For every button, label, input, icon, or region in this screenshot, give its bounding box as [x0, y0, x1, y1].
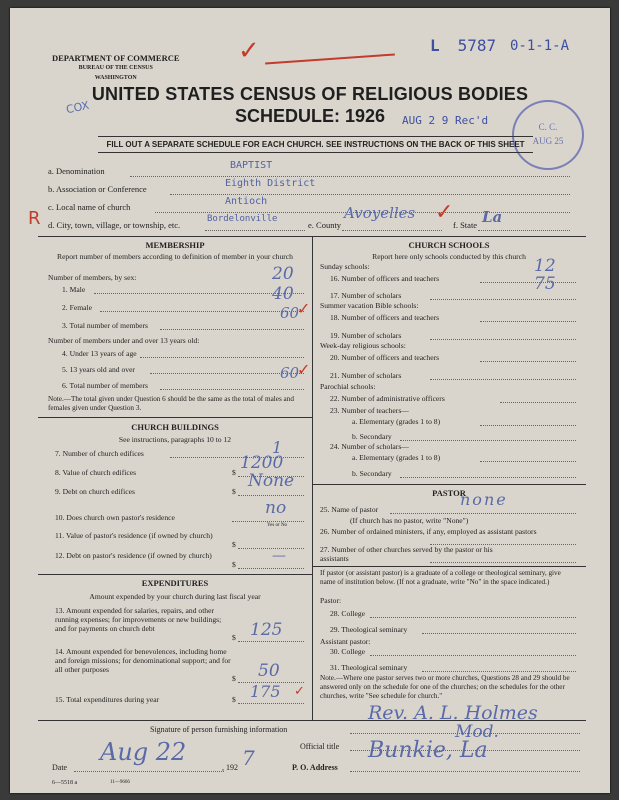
- summer-label: Summer vacation Bible schools:: [320, 301, 419, 310]
- local-name-value[interactable]: Antioch: [225, 196, 268, 207]
- q13-value[interactable]: 125: [250, 620, 283, 640]
- red-r-mark: R: [28, 208, 41, 229]
- denomination-line: [130, 176, 570, 177]
- q23b-line: [400, 440, 576, 441]
- q30-label: 30. College: [330, 647, 366, 656]
- seal-line-2: AUG 25: [532, 136, 564, 146]
- q16-value[interactable]: 12: [534, 256, 556, 276]
- q25-line: [390, 513, 576, 514]
- cox-stamp: COX: [64, 98, 91, 117]
- membership-by-sex-label: Number of members, by sex:: [48, 273, 137, 282]
- q17-label: 17. Number of scholars: [330, 291, 402, 300]
- association-value[interactable]: Eighth District: [225, 178, 316, 189]
- city-line: [205, 230, 305, 231]
- year-digit[interactable]: 7: [242, 746, 255, 770]
- q3-label: 3. Total number of members: [62, 321, 149, 330]
- schools-intro: Report here only schools conducted by this church: [372, 252, 526, 261]
- schedule-title: SCHEDULE: 1926: [234, 106, 386, 126]
- q2-line: [100, 311, 304, 312]
- q8-value[interactable]: 1200: [240, 453, 284, 473]
- form-number-secondary: 11—9666: [110, 780, 130, 785]
- membership-intro: Report number of members according to definition of member in your church: [57, 252, 293, 261]
- county-label: e. County: [308, 220, 342, 230]
- q23-label: 23. Number of teachers—: [330, 406, 409, 415]
- q29-label: 29. Theological seminary: [330, 625, 408, 634]
- weekday-label: Week-day religious schools:: [320, 341, 406, 350]
- q6-check-mark: ✓: [297, 360, 311, 379]
- q22-line: [500, 402, 576, 403]
- q7-value[interactable]: 1: [272, 438, 283, 457]
- q20-label: 20. Number of officers and teachers: [330, 353, 440, 362]
- q31-line: [422, 671, 576, 672]
- stamp-number: [430, 36, 496, 55]
- stamp-prefix: L: [430, 36, 440, 55]
- q28-label: 28. College: [330, 609, 366, 618]
- state-value[interactable]: La: [482, 208, 503, 226]
- q19-line: [430, 339, 576, 340]
- q3-check-mark: ✓: [297, 299, 311, 318]
- q28-line: [370, 617, 576, 618]
- q7-label: 7. Number of church edifices: [55, 449, 144, 458]
- red-strike-line: [265, 53, 395, 64]
- q16-line: [480, 282, 576, 283]
- q24b-label: b. Secondary: [352, 469, 392, 478]
- city-label: d. City, town, village, or township, etc.: [48, 220, 181, 230]
- sunday-label: Sunday schools:: [320, 262, 370, 271]
- membership-note: Note.—The total given under Question 6 should be the same as the total of males and females given under Question 3.: [48, 395, 294, 412]
- q23a-line: [480, 425, 576, 426]
- date-line: [74, 771, 224, 772]
- q24a-line: [480, 461, 576, 462]
- county-line: [342, 230, 442, 231]
- q17-line: [430, 299, 576, 300]
- q12-line: [238, 568, 304, 569]
- buildings-bottom-line: [38, 574, 312, 575]
- q25-note: (If church has no pastor, write "None"): [350, 516, 469, 525]
- q25-label: 25. Name of pastor: [320, 505, 379, 514]
- po-address-label: P. O. Address: [292, 763, 338, 772]
- po-address-value[interactable]: Bunkie, La: [368, 738, 488, 763]
- assistant-pastor-label: Assistant pastor:: [320, 637, 371, 646]
- q15-dollar: $: [232, 695, 236, 704]
- q9-value[interactable]: None: [248, 471, 295, 491]
- q3-value[interactable]: 60: [280, 304, 300, 322]
- department-heading: [52, 53, 180, 83]
- state-label: f. State: [453, 220, 478, 230]
- q31-label: 31. Theological seminary: [330, 663, 408, 672]
- form-number: 6—5518 a: [52, 780, 78, 786]
- q17-value[interactable]: 75: [534, 274, 556, 294]
- q10-label: 10. Does church own pastor's residence: [55, 513, 175, 522]
- q10-value[interactable]: no: [265, 498, 287, 518]
- q2-value[interactable]: 40: [272, 284, 294, 304]
- association-line: [170, 194, 570, 195]
- age-intro-label: Number of members under and over 13 years old:: [48, 336, 200, 345]
- official-title-label: Official title: [300, 742, 340, 751]
- membership-bottom-line: [38, 417, 312, 418]
- signature-value[interactable]: Rev. A. L. Holmes: [368, 702, 538, 724]
- pastor-title: PASTOR: [432, 488, 466, 498]
- q12-label: 12. Debt on pastor's residence (if owned by church): [55, 551, 212, 560]
- yes-no-hint: Yes or No: [267, 523, 288, 528]
- red-check-mark: ✓: [238, 36, 260, 66]
- receipt-seal: [512, 100, 584, 170]
- stamp-number-text: 5787: [457, 36, 497, 55]
- q4-line: [140, 357, 304, 358]
- q6-line: [160, 389, 304, 390]
- q9-label: 9. Debt on church edifices: [55, 487, 135, 496]
- county-value[interactable]: Avoyelles: [344, 204, 416, 222]
- grid-center-divider: [312, 236, 313, 720]
- q20-line: [480, 361, 576, 362]
- q26-label: 26. Number of ordained ministers, if any, employed as assistant pastors: [320, 527, 537, 536]
- bureau-name: BUREAU OF THE CENSUS: [78, 65, 153, 71]
- year-prefix: , 192: [222, 763, 238, 772]
- parochial-label: Parochial schools:: [320, 382, 376, 391]
- signature-label: Signature of person furnishing information: [150, 725, 288, 734]
- q3-line: [160, 329, 304, 330]
- city-value[interactable]: Bordelonville: [207, 214, 278, 224]
- denomination-label: a. Denomination: [48, 166, 105, 176]
- q15-line: [238, 703, 304, 704]
- q19-label: 19. Number of scholars: [330, 331, 402, 340]
- expenditures-title: EXPENDITURES: [141, 578, 209, 588]
- q14-dollar: $: [232, 674, 236, 683]
- q4-label: 4. Under 13 years of age: [62, 349, 137, 358]
- q6-value[interactable]: 60: [280, 364, 300, 382]
- q5-label: 5. 13 years old and over: [62, 365, 135, 374]
- bureau-city: WASHINGTON: [94, 75, 137, 81]
- pastor-label: Pastor:: [320, 596, 342, 605]
- q18-label: 18. Number of officers and teachers: [330, 313, 440, 322]
- q24a-label: a. Elementary (grades 1 to 8): [352, 453, 441, 462]
- local-name-label: c. Local name of church: [48, 202, 131, 212]
- q30-line: [370, 655, 576, 656]
- q22-label: 22. Number of administrative officers: [330, 394, 445, 403]
- q12-dollar: $: [232, 560, 236, 569]
- pastor-divider-line: [312, 566, 586, 567]
- pastor-note: Note.—Where one pastor serves two or more churches, Questions 28 and 29 should be answered only on the schedule for one of the churches; on the schedules for the other churches, write "See schedule for church.": [320, 674, 570, 700]
- schools-bottom-line: [312, 484, 586, 485]
- q27-line: [430, 562, 576, 563]
- q12-value[interactable]: —: [272, 548, 286, 564]
- buildings-intro: See instructions, paragraphs 10 to 12: [118, 435, 232, 444]
- q24-label: 24. Number of scholars—: [330, 442, 409, 451]
- q13-line: [238, 641, 304, 642]
- q9-dollar: $: [232, 487, 236, 496]
- received-stamp: AUG 2 9 Rec'd: [402, 114, 489, 127]
- q11-label: 11. Value of pastor's residence (if owned by church): [55, 531, 213, 540]
- form-title: UNITED STATES CENSUS OF RELIGIOUS BODIES: [91, 84, 529, 104]
- q11-dollar: $: [232, 540, 236, 549]
- membership-title: MEMBERSHIP: [145, 240, 205, 250]
- state-line: [478, 230, 570, 231]
- schools-title: CHURCH SCHOOLS: [408, 240, 490, 250]
- q6-label: 6. Total number of members: [62, 381, 149, 390]
- q14-label: 14. Amount expended for benevolences, including home and foreign missions; for denominational support; and for all other purposes: [55, 647, 231, 674]
- q1-value[interactable]: 20: [272, 264, 294, 284]
- q16-label: 16. Number of officers and teachers: [330, 274, 440, 283]
- date-label: Date: [52, 763, 68, 772]
- stamp-code: 0-1-1-A: [510, 38, 570, 54]
- denomination-value[interactable]: BAPTIST: [230, 160, 273, 171]
- official-title-value[interactable]: Mod.: [455, 722, 499, 742]
- q13-dollar: $: [232, 633, 236, 642]
- county-check-mark: ✓: [435, 200, 454, 225]
- q8-label: 8. Value of church edifices: [55, 468, 137, 477]
- dept-name: DEPARTMENT OF COMMERCE: [52, 53, 180, 63]
- census-schedule-form: [10, 8, 610, 793]
- expenditures-intro: Amount expended by your church during last fiscal year: [89, 592, 261, 601]
- q14-value[interactable]: 50: [258, 661, 280, 681]
- q23b-label: b. Secondary: [352, 432, 392, 441]
- q1-label: 1. Male: [62, 285, 86, 294]
- q15-value[interactable]: 175: [250, 682, 281, 701]
- q11-line: [238, 548, 304, 549]
- q13-label: 13. Amount expended for salaries, repairs, and other running expenses; for improvements or new buildings; and for payments on church debt: [55, 606, 222, 633]
- q2-label: 2. Female: [62, 303, 92, 312]
- q15-check-mark: ✓: [294, 684, 305, 699]
- q9-line: [238, 495, 304, 496]
- q29-line: [422, 633, 576, 634]
- q24b-line: [400, 477, 576, 478]
- graduate-note: If pastor (or assistant pastor) is a graduate of a college or theological seminary, give name of institution below. (If not a graduate, write "No" in the space indicated.): [320, 569, 561, 586]
- q10-line: [232, 521, 304, 522]
- q27-label: 27. Number of other churches served by the pastor or his assistants: [320, 545, 493, 563]
- po-address-line: [350, 771, 580, 772]
- q23a-label: a. Elementary (grades 1 to 8): [352, 417, 441, 426]
- association-label: b. Association or Conference: [48, 184, 147, 194]
- q15-label: 15. Total expenditures during year: [55, 695, 160, 704]
- q25-value[interactable]: none: [460, 490, 508, 509]
- q18-line: [480, 321, 576, 322]
- q7-line: [170, 457, 304, 458]
- q21-line: [430, 379, 576, 380]
- q8-dollar: $: [232, 468, 236, 477]
- instructions-bar: FILL OUT A SEPARATE SCHEDULE FOR EACH CHURCH. SEE INSTRUCTIONS ON THE BACK OF THIS SHEET: [98, 136, 533, 153]
- seal-line-1: C. C.: [538, 122, 558, 132]
- q21-label: 21. Number of scholars: [330, 371, 402, 380]
- date-value[interactable]: Aug 22: [100, 738, 187, 766]
- buildings-title: CHURCH BUILDINGS: [131, 422, 219, 432]
